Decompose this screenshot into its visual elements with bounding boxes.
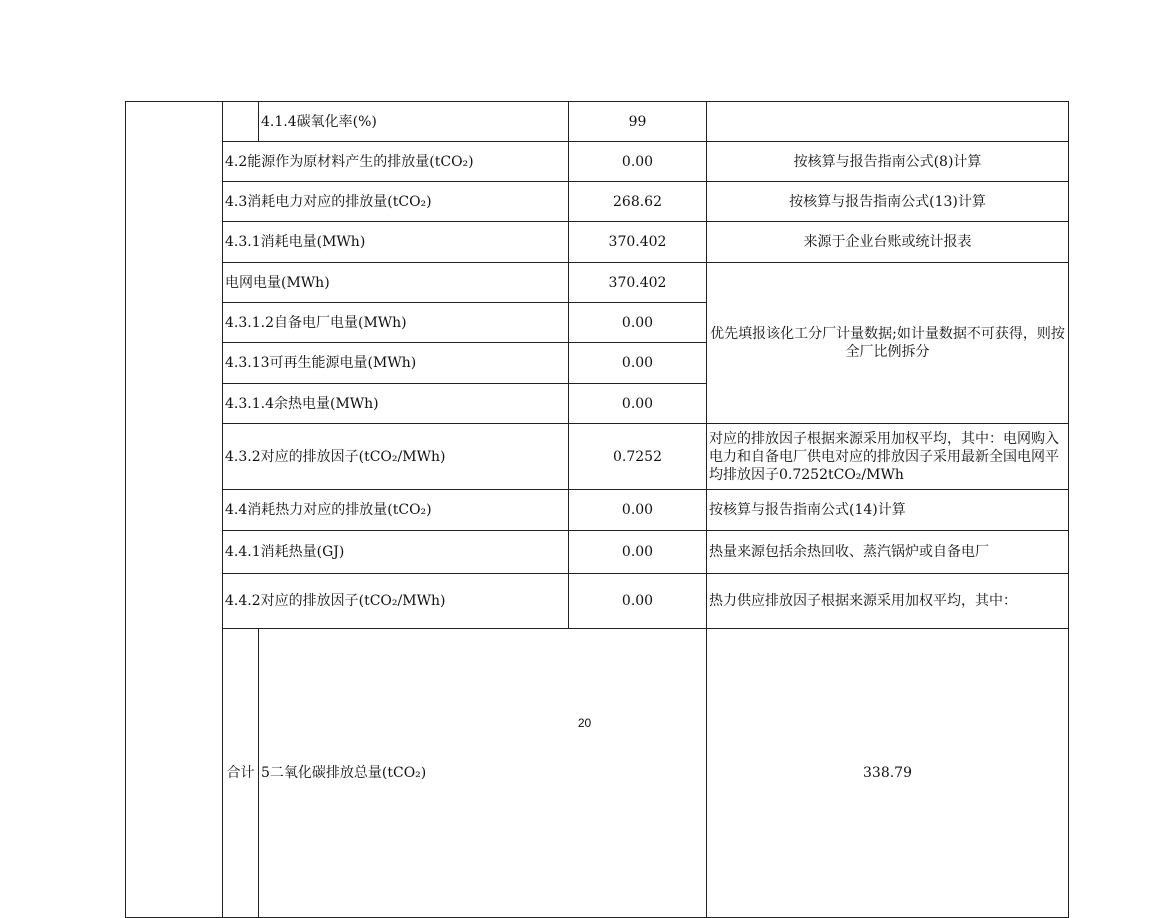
value-cell: 0.7252 [569, 424, 707, 490]
value-cell: 370.402 [569, 222, 707, 263]
value-cell: 0.00 [569, 574, 707, 629]
merged-note-cell: 优先填报该化工分厂计量数据;如计量数据不可获得，则按全厂比例拆分 [707, 263, 1069, 424]
emissions-table [125, 101, 1069, 918]
table-row [126, 142, 1069, 182]
total-item-cell: 5二氧化碳排放总量(tCO₂) [259, 629, 707, 918]
item-cell: 4.3.2对应的排放因子(tCO₂/MWh) [223, 424, 569, 490]
note-cell: 按核算与报告指南公式(14)计算 [707, 490, 1069, 531]
value-cell: 0.00 [569, 384, 707, 424]
value-cell: 0.00 [569, 531, 707, 574]
item-cell: 4.4.2对应的排放因子(tCO₂/MWh) [223, 574, 569, 629]
page-number: 20 [577, 716, 592, 730]
item-cell: 4.3消耗电力对应的排放量(tCO₂) [223, 182, 569, 222]
indent-cell [223, 102, 259, 142]
item-cell: 4.4消耗热力对应的排放量(tCO₂) [223, 490, 569, 531]
note-cell [707, 102, 1069, 142]
total-value-cell: 338.79 [707, 629, 1069, 918]
item-cell: 4.3.1消耗电量(MWh) [223, 222, 569, 263]
note-cell: 按核算与报告指南公式(13)计算 [707, 182, 1069, 222]
table-row [126, 574, 1069, 629]
table-row [126, 263, 1069, 303]
value-cell: 0.00 [569, 490, 707, 531]
item-cell: 4.3.1.4余热电量(MWh) [223, 384, 569, 424]
item-cell: 4.3.13可再生能源电量(MWh) [223, 343, 569, 384]
table-row [126, 102, 1069, 142]
table-row [126, 222, 1069, 263]
value-cell: 268.62 [569, 182, 707, 222]
note-cell: 按核算与报告指南公式(8)计算 [707, 142, 1069, 182]
category-cell-empty [126, 102, 223, 918]
item-cell: 电网电量(MWh) [223, 263, 569, 303]
item-cell: 4.2能源作为原材料产生的排放量(tCO₂) [223, 142, 569, 182]
total-label: 合计 [223, 629, 259, 918]
item-cell: 4.3.1.2自备电厂电量(MWh) [223, 303, 569, 343]
value-cell: 99 [569, 102, 707, 142]
note-cell: 热量来源包括余热回收、蒸汽锅炉或自备电厂 [707, 531, 1069, 574]
value-cell: 0.00 [569, 142, 707, 182]
total-row [126, 629, 1069, 918]
item-cell: 4.4.1消耗热量(GJ) [223, 531, 569, 574]
item-cell: 4.1.4碳氧化率(%) [259, 102, 569, 142]
note-cell: 来源于企业台账或统计报表 [707, 222, 1069, 263]
table-row [126, 182, 1069, 222]
note-cell: 热力供应排放因子根据来源采用加权平均，其中： [707, 574, 1069, 629]
table-row [126, 424, 1069, 490]
note-cell: 对应的排放因子根据来源采用加权平均，其中：电网购入电力和自备电厂供电对应的排放因子采用最新全国电网平均排放因子0.7252tCO₂/MWh [707, 424, 1069, 490]
table-row [126, 531, 1069, 574]
value-cell: 0.00 [569, 303, 707, 343]
value-cell: 370.402 [569, 263, 707, 303]
value-cell: 0.00 [569, 343, 707, 384]
table-row [126, 490, 1069, 531]
